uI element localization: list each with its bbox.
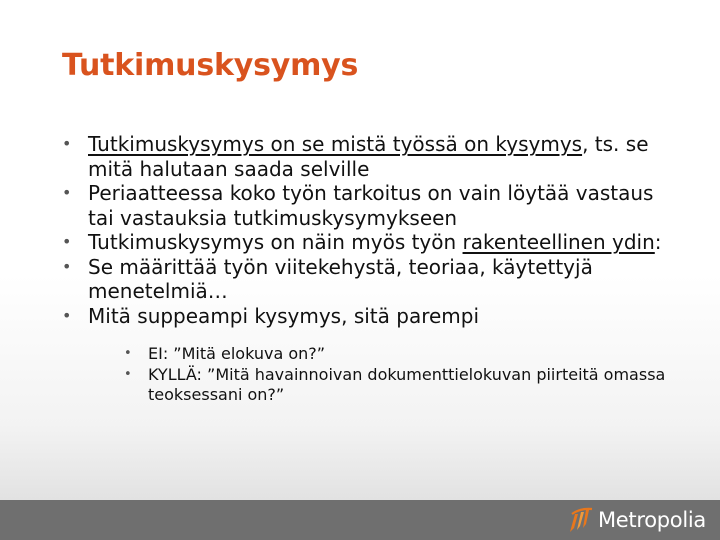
sub-bullet-item bbox=[124, 365, 672, 406]
bullet-item bbox=[62, 230, 672, 255]
bullet-dot-icon: • bbox=[62, 305, 72, 325]
bullet-dot-icon: • bbox=[62, 183, 72, 202]
logo-text: Metropolia bbox=[597, 508, 706, 532]
metropolia-logo-icon bbox=[566, 506, 596, 534]
bullet-dot-icon: • bbox=[62, 232, 72, 251]
sub-bullet-list bbox=[124, 344, 672, 406]
bullet-list bbox=[62, 132, 672, 406]
bullet-dot-icon: • bbox=[62, 256, 72, 276]
bullet-text: Tutkimuskysymys on se mistä työssä on kysymys bbox=[88, 132, 583, 156]
bullet-text: Se määrittää työn viitekehystä, teoriaa, käytettyjä menetelmiä… bbox=[88, 254, 593, 303]
bullet-text: Mitä suppeampi kysymys, sitä parempi bbox=[88, 303, 480, 328]
metropolia-logo bbox=[566, 504, 706, 536]
sub-bullet-text: KYLLÄ: ”Mitä havainnoivan dokumenttielokuvan piirteitä omassa teoksessani on?” bbox=[148, 364, 666, 404]
bullet-item bbox=[62, 181, 672, 230]
slide-title: Tutkimuskysymys bbox=[62, 48, 359, 83]
bullet-text: rakenteellinen ydin bbox=[462, 230, 655, 254]
sub-bullet-dot-icon: • bbox=[124, 346, 132, 361]
bullet-item bbox=[62, 255, 672, 304]
bullet-item bbox=[62, 132, 672, 181]
sub-bullet-item bbox=[124, 344, 672, 365]
bullet-text: Periaatteessa koko työn tarkoitus on vain löytää vastaus tai vastauksia tutkimuskysymykseen bbox=[88, 181, 654, 230]
footer-bar bbox=[0, 500, 720, 540]
bullet-text: : bbox=[654, 230, 662, 254]
bullet-item bbox=[62, 304, 672, 406]
sub-bullet-text: EI: ”Mitä elokuva on?” bbox=[148, 344, 326, 363]
sub-bullet-dot-icon: • bbox=[124, 366, 132, 382]
bullet-text: , ts. se mitä halutaan saada selville bbox=[88, 132, 649, 181]
bullet-dot-icon: • bbox=[62, 134, 72, 153]
bullet-text: Tutkimuskysymys on näin myös työn bbox=[88, 230, 463, 254]
